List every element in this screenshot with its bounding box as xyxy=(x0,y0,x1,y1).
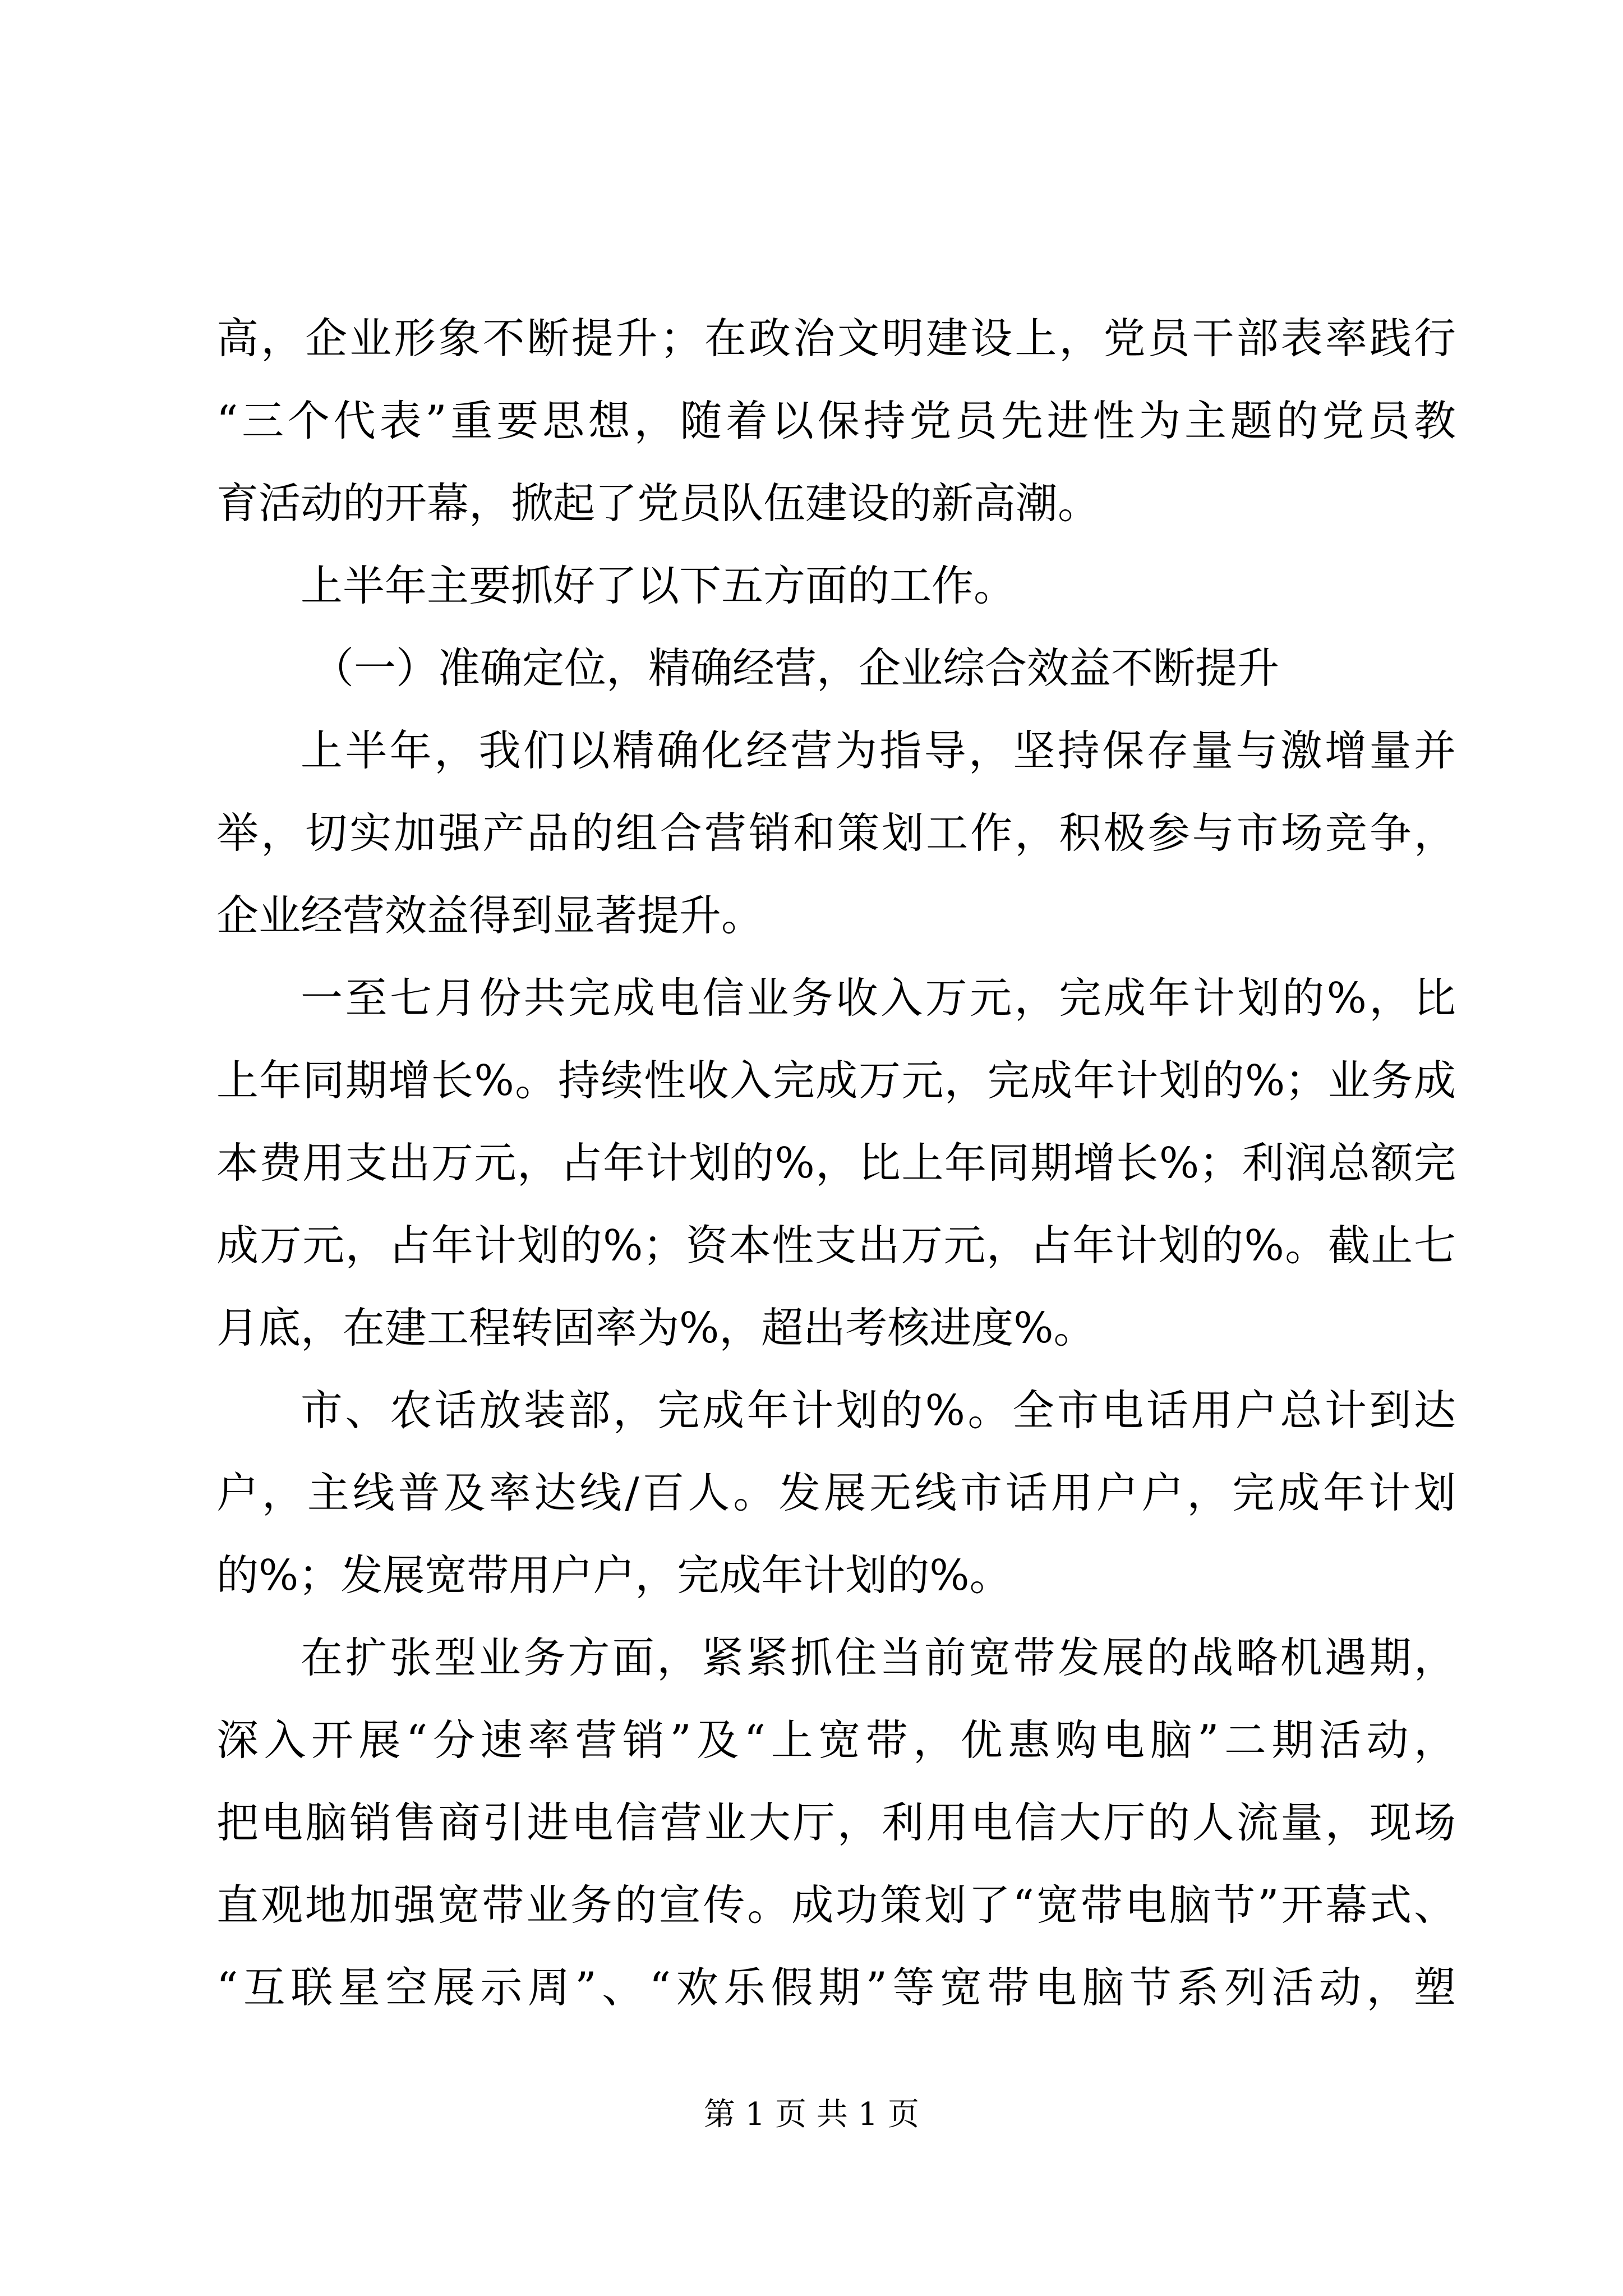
paragraph-first-line: 一至七月份共完成电信业务收入万元，完成年计划的%，比 xyxy=(301,973,1456,1023)
page-number-footer: 第 1 页 共 1 页 xyxy=(703,2096,920,2133)
text-line: 举，切实加强产品的组合营销和策划工作，积极参与市场竞争， xyxy=(216,808,1456,858)
paragraph-first-line: 市、农话放装部，完成年计划的%。全市电话用户总计到达 xyxy=(301,1386,1456,1435)
text-line: 户，主线普及率达线/百人。发展无线市话用户户，完成年计划 xyxy=(216,1468,1456,1517)
paragraph-first-line: 上半年，我们以精确化经营为指导，坚持保存量与激增量并 xyxy=(301,726,1456,775)
text-line: 上年同期增长%。持续性收入完成万元，完成年计划的%；业务成 xyxy=(216,1056,1456,1105)
document-body xyxy=(216,297,1456,2029)
paragraph-first-line: 上半年主要抓好了以下五方面的工作。 xyxy=(301,561,1016,610)
text-line: 企业经营效益得到显著提升。 xyxy=(216,891,764,940)
text-line: “互联星空展示周”、“欢乐假期”等宽带电脑节系列活动，塑 xyxy=(216,1963,1456,2012)
text-line: 深入开展“分速率营销”及“上宽带，优惠购电脑”二期活动， xyxy=(216,1715,1456,1765)
text-line: 把电脑销售商引进电信营业大厅，利用电信大厅的人流量，现场 xyxy=(216,1798,1456,1847)
text-line: 高，企业形象不断提升；在政治文明建设上，党员干部表率践行 xyxy=(216,314,1456,363)
text-line: 月底，在建工程转固率为%，超出考核进度%。 xyxy=(216,1303,1096,1352)
text-line: 育活动的开幕，掀起了党员队伍建设的新高潮。 xyxy=(216,478,1100,528)
text-line: 本费用支出万元，占年计划的%，比上年同期增长%；利润总额完 xyxy=(216,1138,1456,1188)
text-line: 直观地加强宽带业务的宣传。成功策划了“宽带电脑节”开幕式、 xyxy=(216,1880,1456,1930)
paragraph-first-line: 在扩张型业务方面，紧紧抓住当前宽带发展的战略机遇期， xyxy=(301,1633,1456,1682)
text-line: 成万元，占年计划的%；资本性支出万元，占年计划的%。截止七 xyxy=(216,1221,1456,1270)
text-line: 的%；发展宽带用户户，完成年计划的%。 xyxy=(216,1550,1012,1600)
section-heading: （一）准确定位，精确经营，企业综合效益不断提升 xyxy=(312,643,1280,693)
text-line: “三个代表”重要思想，随着以保持党员先进性为主题的党员教 xyxy=(216,396,1456,445)
